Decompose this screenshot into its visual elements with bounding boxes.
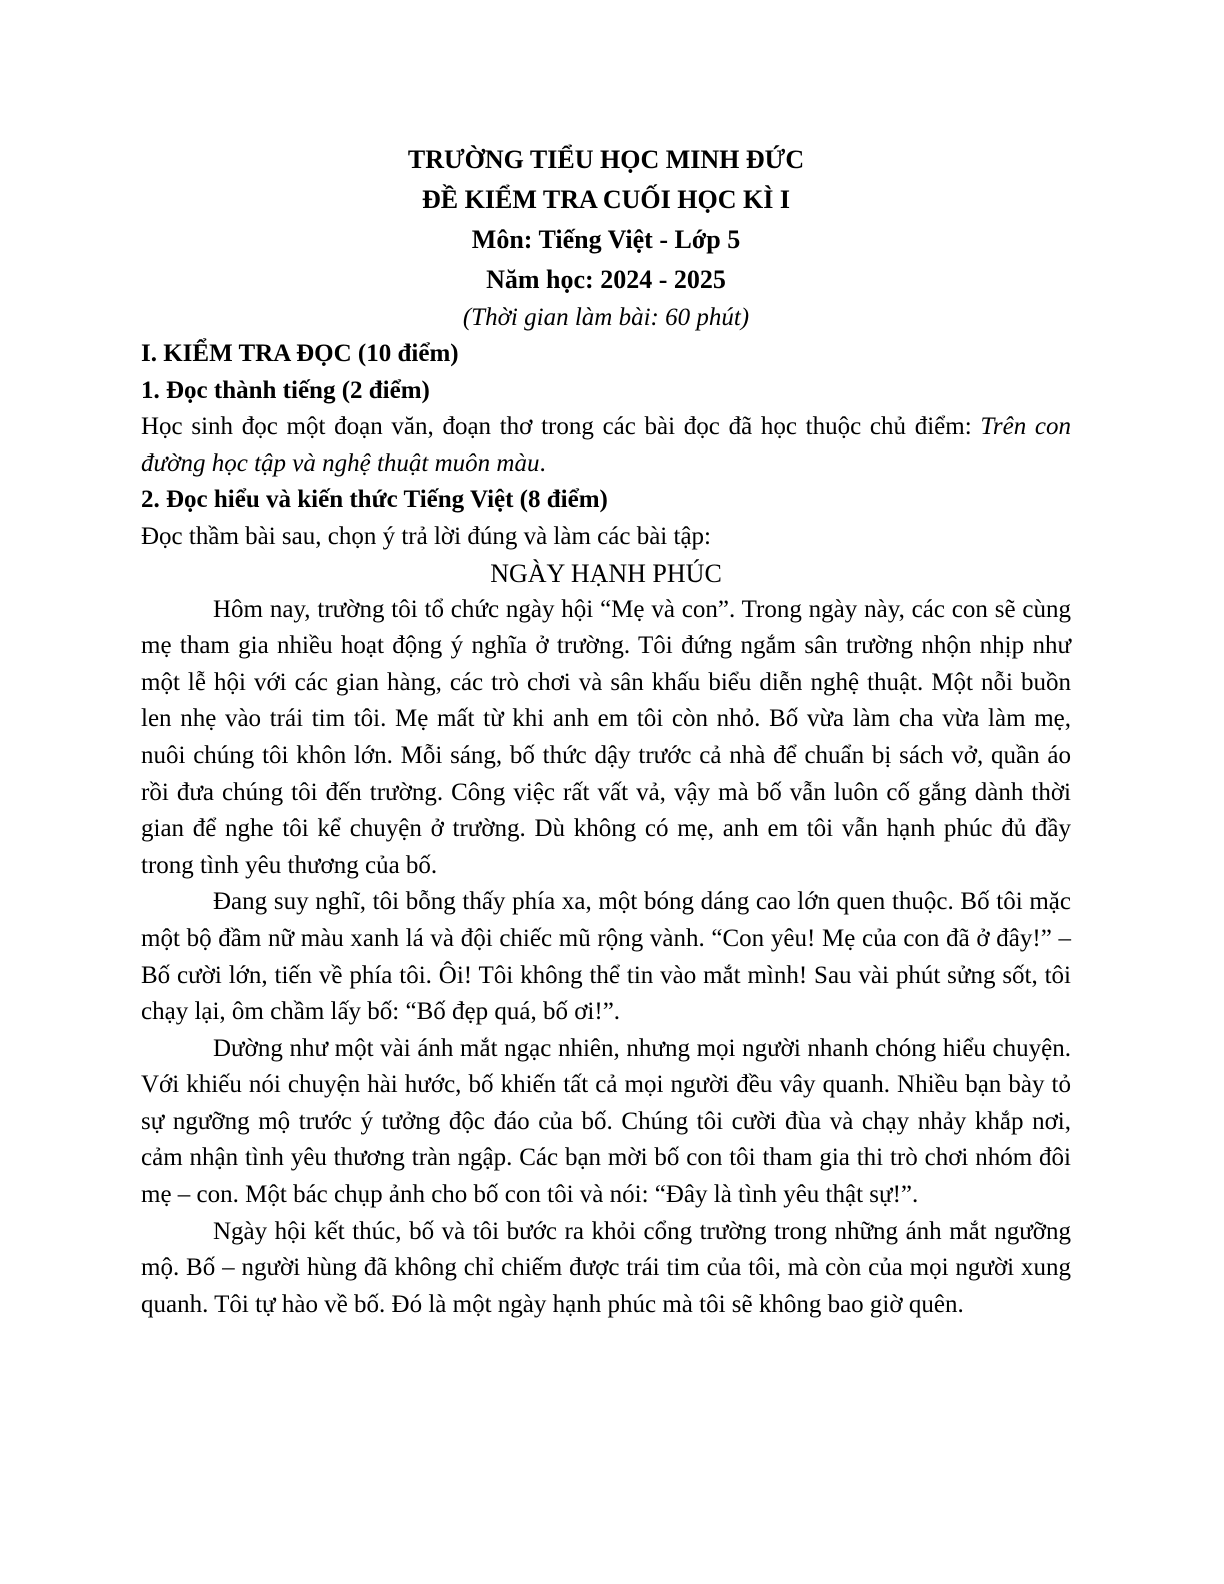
- story-paragraph: Đang suy nghĩ, tôi bỗng thấy phía xa, một bóng dáng cao lớn quen thuộc. Bố tôi mặc một bộ đầm nữ màu xanh lá và đội chiếc mũ rộng vành. “Con yêu! Mẹ của con đã ở đây!” – Bố cười lớn, tiến về phía tôi. Ôi! Tôi không thể tin vào mắt mình! Sau vài phút sửng sốt, tôi chạy lại, ôm chầm lấy bố: “Bố đẹp quá, bố ơi!”.: [141, 888, 1071, 1026]
- story-paragraph: Hôm nay, trường tôi tổ chức ngày hội “Mẹ và con”. Trong ngày này, các con sẽ cùng mẹ tham gia nhiều hoạt động ý nghĩa ở trường. Tôi đứng ngắm sân trường nhộn nhịp như một lễ hội với các gian hàng, các trò chơi và sân khấu biểu diễn nghệ thuật. Một nỗi buồn len nhẹ vào trái tim tôi. Mẹ mất từ khi anh em tôi còn nhỏ. Bố vừa làm cha vừa làm mẹ, nuôi chúng tôi khôn lớn. Mỗi sáng, bố thức dậy trước cả nhà để chuẩn bị sách vở, quần áo rồi đưa chúng tôi đến trường. Công việc rất vất vả, vậy mà bố vẫn luôn cố gắng dành thời gian để nghe tôi kể chuyện ở trường. Dù không có mẹ, anh em tôi vẫn hạnh phúc đủ đầy trong tình yêu thương của bố.: [141, 595, 1071, 879]
- story-paragraph: Ngày hội kết thúc, bố và tôi bước ra khỏi cổng trường trong những ánh mắt ngưỡng mộ. Bố – người hùng đã không chỉ chiếm được trái tim của tôi, mà còn của mọi người xung quanh. Tôi tự hào về bố. Đó là một ngày hạnh phúc mà tôi sẽ không bao giờ quên.: [141, 1217, 1071, 1318]
- school-name: TRƯỜNG TIỂU HỌC MINH ĐỨC: [407, 145, 805, 174]
- story-title: NGÀY HẠNH PHÚC: [490, 558, 722, 588]
- part1-heading: 1. Đọc thành tiếng (2 điểm): [141, 376, 430, 404]
- document-page: [141, 140, 1071, 1323]
- part2-instruction: Đọc thầm bài sau, chọn ý trả lời đúng và làm các bài tập:: [141, 522, 711, 550]
- part1-text: [141, 409, 1071, 482]
- part1-end: .: [539, 449, 546, 477]
- exam-title: ĐỀ KIỂM TRA CUỐI HỌC KÌ I: [422, 185, 790, 214]
- story-paragraph: Dường như một vài ánh mắt ngạc nhiên, nhưng mọi người nhanh chóng hiểu chuyện. Với khiếu nói chuyện hài hước, bố khiến tất cả mọi người đều vây quanh. Nhiều bạn bày tỏ sự ngưỡng mộ trước ý tưởng độc đáo của bố. Chúng tôi cười đùa và chạy nhảy khắp nơi, cảm nhận tình yêu thương tràn ngập. Các bạn mời bố con tôi tham gia thi trò chơi nhóm đôi mẹ – con. Một bác chụp ảnh cho bố con tôi và nói: “Đây là tình yêu thật sự!”.: [141, 1034, 1071, 1209]
- school-year: Năm học: 2024 - 2025: [486, 265, 726, 294]
- part2-heading: 2. Đọc hiểu và kiến thức Tiếng Việt (8 điểm): [141, 486, 608, 514]
- section-reading-heading: I. KIỂM TRA ĐỌC (10 điểm): [141, 340, 459, 367]
- part1-topic: Trên con đường học tập và nghệ thuật muôn màu: [141, 413, 1072, 477]
- time-note: (Thời gian làm bài: 60 phút): [462, 304, 750, 331]
- part1-instruction: Học sinh đọc một đoạn văn, đoạn thơ trong các bài đọc đã học thuộc chủ điểm:: [141, 413, 981, 441]
- subject-line: Môn: Tiếng Việt - Lớp 5: [471, 225, 741, 254]
- exam-header: [141, 140, 1071, 336]
